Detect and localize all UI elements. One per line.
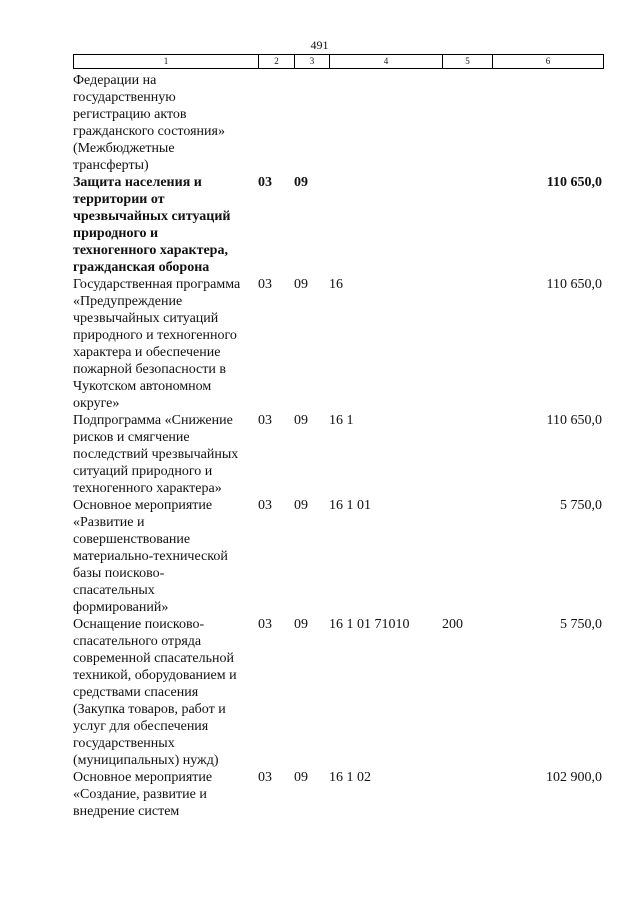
header-col-4: 4	[330, 55, 443, 68]
cell-name: Государственная программа «Предупреждение чрезвычайных ситуаций природного и техногенного характера и обеспечение пожарной безопасности в Чукотском автономном округе»	[73, 277, 241, 411]
header-col-2: 2	[259, 55, 295, 68]
header-col-3: 3	[295, 55, 330, 68]
cell-name: Оснащение поисково- спасательного отряда современной спасательной техникой, оборудованием и средствами спасения (Закупка товаров, работ и услуг для обеспечения государственных (муниципальных) нужд)	[73, 617, 237, 768]
cell-name: Федерации на государственную регистрацию актов гражданского состояния» (Межбюджетные трансферты)	[73, 73, 225, 173]
cell-amount: 5 750,0	[560, 498, 602, 513]
cell-amount: 5 750,0	[560, 617, 602, 632]
cell-section: 03	[258, 413, 272, 428]
cell-section: 03	[258, 617, 272, 632]
cell-subsection: 09	[294, 770, 308, 785]
table-body	[73, 72, 602, 820]
header-col-1: 1	[74, 55, 259, 68]
cell-expense-type: 200	[442, 617, 463, 632]
table-row	[73, 174, 602, 276]
header-col-6: 6	[545, 56, 551, 66]
table-row	[73, 276, 602, 412]
cell-section: 03	[258, 277, 272, 292]
header-col-5: 5	[443, 55, 493, 68]
cell-subsection: 09	[294, 175, 308, 190]
cell-name: Основное мероприятие «Создание, развитие и внедрение систем	[73, 770, 213, 819]
cell-target-article: 16	[329, 277, 343, 292]
cell-name: Подпрограмма «Снижение рисков и смягчение последствий чрезвычайных ситуаций природного и техногенного характера»	[73, 413, 239, 496]
table-row	[73, 616, 602, 769]
cell-target-article: 16 1	[329, 413, 354, 428]
cell-subsection: 09	[294, 413, 308, 428]
table-header	[73, 54, 604, 69]
cell-section: 03	[258, 498, 272, 513]
table-row	[73, 497, 602, 616]
cell-subsection: 09	[294, 498, 308, 513]
cell-target-article: 16 1 01 71010	[329, 617, 410, 632]
table-row	[73, 412, 602, 497]
table-row	[73, 72, 602, 174]
cell-subsection: 09	[294, 617, 308, 632]
page-number: 491	[310, 38, 329, 52]
cell-name: Защита населения и территории от чрезвычайных ситуаций природного и техногенного характера, гражданская оборона	[73, 175, 231, 275]
cell-amount: 110 650,0	[546, 175, 602, 190]
cell-amount: 102 900,0	[546, 770, 602, 785]
cell-section: 03	[258, 770, 272, 785]
cell-subsection: 09	[294, 277, 308, 292]
cell-target-article: 16 1 01	[329, 498, 371, 513]
table-row	[73, 769, 602, 820]
cell-name: Основное мероприятие «Развитие и совершенствование материально-технической базы поисково- спасательных формирований»	[73, 498, 228, 615]
cell-section: 03	[258, 175, 272, 190]
cell-target-article: 16 1 02	[329, 770, 371, 785]
cell-amount: 110 650,0	[546, 277, 602, 292]
cell-amount: 110 650,0	[546, 413, 602, 428]
